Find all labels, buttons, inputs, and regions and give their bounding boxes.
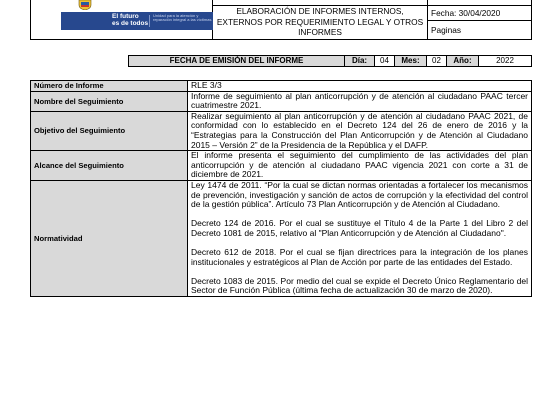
table-row — [31, 111, 532, 150]
document-meta-cell — [428, 0, 531, 39]
paragraph: RLE 3/3 — [191, 80, 222, 90]
regulations-label: Normatividad — [31, 180, 188, 296]
paragraph: Ley 1474 de 2011. “Por la cual se dictan normas orientadas a fortalecer los mecanismos de prevención, investigación y sanción de actos de corrupción y la efectividad del control de la gestión pública”. Artículo 73 Plan Anticorrupción y de Atención al Ciudadano. — [191, 179, 528, 210]
document-pages: Paginas — [431, 25, 461, 35]
coat-of-arms-icon — [78, 0, 92, 10]
tracking-name-label: Nombre del Seguimiento — [31, 91, 188, 111]
document-date: Fecha: 30/04/2020 — [428, 6, 531, 21]
paragraph: Informe de seguimiento al plan anticorrupción y de atención al ciudadano PAAC tercer cuatrimestre 2021. — [191, 90, 528, 111]
paragraph: Realizar seguimiento al plan anticorrupción y de atención al ciudadano PAAC 2021, de conformidad con lo establecido en el Decreto 124 del 26 de enero de 2016 y la “Estrategias para la Construcción del Plan Anticorrupción y de Atención al Ciudadano 2015 – Versión 2” de la Presidencia de la República y el DAFP. — [191, 110, 528, 150]
tracking-scope-label: Alcance del Seguimiento — [31, 151, 188, 181]
day-label: Día: — [345, 56, 375, 66]
table-row — [31, 180, 532, 296]
day-value: 04 — [375, 56, 395, 66]
logo-separator — [149, 15, 150, 27]
table-row — [31, 81, 532, 92]
paragraph: Decreto 1083 de 2015. Por medio del cual se expide el Decreto Único Reglamentario del Sector de Función Pública (última fecha de actualización 30 de marzo de 2020). — [191, 275, 528, 296]
document-title-cell — [213, 0, 428, 39]
year-label: Año: — [447, 56, 479, 66]
logo-band — [61, 12, 213, 30]
paragraph: Decreto 124 de 2016. Por el cual se sustituye el Título 4 de la Parte 1 del Libro 2 del Decreto 1081 de 2015, relativo al "Plan Anticorrupción y de Atención al Ciudadano". — [191, 218, 528, 238]
document-header — [30, 0, 532, 40]
tracking-objective-value — [188, 111, 532, 150]
tracking-name-value — [188, 91, 532, 111]
logo-tagline: Unidad para la atención y reparación integral a las víctimas — [153, 13, 212, 23]
table-row — [31, 91, 532, 111]
emission-date-row — [128, 55, 532, 67]
report-number-value — [188, 81, 532, 92]
year-value: 2022 — [479, 56, 531, 66]
paragraph: Decreto 612 de 2018. Por el cual se fijan directrices para la integración de los planes institucionales y estratégicos al Plan de Acción por parte de las entidades del Estado. — [191, 247, 528, 267]
logo-slogan: El futuro es de todos — [112, 13, 149, 27]
table-row — [31, 151, 532, 181]
regulations-value — [188, 180, 532, 296]
tracking-objective-label: Objetivo del Seguimiento — [31, 111, 188, 150]
report-info-table — [30, 80, 532, 297]
tracking-scope-value — [188, 151, 532, 181]
paragraph: El informe presenta el seguimiento del cumplimiento de las actividades del plan anticorrupción y de atención al ciudadano PAAC vigencia 2021 con corte a 31 de diciembre de 2021. — [191, 150, 528, 180]
month-label: Mes: — [395, 56, 427, 66]
report-number-label: Número de Informe — [31, 81, 188, 92]
month-value: 02 — [427, 56, 447, 66]
emission-label: FECHA DE EMISIÓN DEL INFORME — [129, 56, 345, 66]
document-title: ELABORACIÓN DE INFORMES INTERNOS, EXTERNOS POR REQUERIMIENTO LEGAL Y OTROS INFORMES — [216, 6, 424, 37]
entity-logo — [31, 0, 213, 39]
